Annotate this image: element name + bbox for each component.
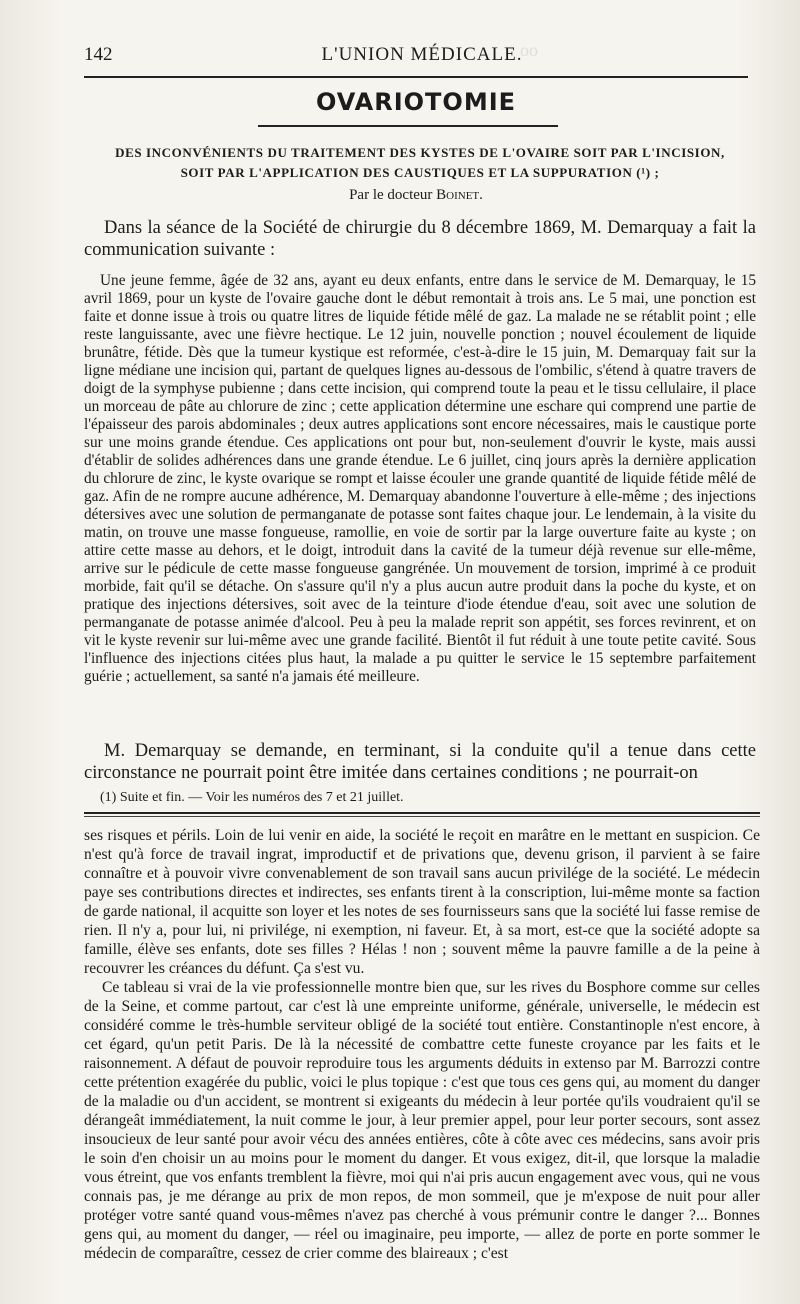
article-subtitle: [84, 143, 756, 183]
closing-paragraph: M. Demarquay se demande, en terminant, si la conduite qu'il a tenue dans cette circonstance ne pourrait point être imitée dans certaines conditions ; ne pourrait-on: [84, 741, 756, 783]
title-rule: [258, 125, 558, 127]
bleed-through-text: oo: [520, 40, 538, 60]
byline-prefix: Par le docteur: [349, 187, 433, 203]
feuilleton-rule-thin: [84, 816, 760, 817]
journal-name: L'UNION MÉDICALE.: [321, 44, 523, 65]
footnote: (1) Suite et fin. — Voir les numéros des 7 et 21 juillet.: [100, 790, 404, 805]
intro-paragraph: Dans la séance de la Société de chirurgie du 8 décembre 1869, M. Demarquay a fait la communication suivante :: [84, 218, 756, 260]
subtitle-line-2: SOIT PAR L'APPLICATION DES CAUSTIQUES ET LA SUPPURATION (¹) ;: [180, 165, 660, 180]
section-title: OVARIOTOMIE: [315, 88, 517, 116]
header-rule: [84, 76, 748, 78]
subtitle-line-1: DES INCONVÉNIENTS DU TRAITEMENT DES KYSTES DE L'OVAIRE SOIT PAR L'INCISION,: [115, 145, 725, 160]
byline-author: Boinet.: [436, 187, 483, 203]
byline: [84, 187, 748, 204]
feuilleton-paragraph-2: Ce tableau si vrai de la vie professionnelle montre bien que, sur les rives du Bosphore comme sur celles de la Seine, et comme partout, car c'est là une empreinte uniforme, générale, universelle, le médecin est considéré comme le très-humble serviteur obligé de la société tout entière. Constantinople n'est encore, à cet égard, qu'un petit Paris. De là la nécessité de combattre cette funeste croyance par les faits et le raisonnement. A défaut de pouvoir reproduire tous les arguments déduits in extenso par M. Barrozzi contre cette prétention exagérée du public, voici le plus topique : c'est que tous ces gens qui, au moment du danger de la maladie ou d'un accident, se montrent si exigeants du médecin à leur portée qu'ils voudraient qu'il se dérangeât immédiatement, la nuit comme le jour, à leur premier appel, pour leur porter secours, sont assez insoucieux de leur santé pour avoir vécu des années entières, côte à côte avec ces médecins, sans avoir pris le soin d'en choisir un au moins pour le moment du danger. Et vous exigez, dit-il, que lorsque la maladie vous étreint, que vos enfants tremblent la fièvre, moi qui n'ai pris aucun engagement avec vous, qui ne vous connais pas, je me dérange au prix de mon repos, de mon sommeil, que je m'expose de nuit pour aller protéger votre santé quand vous-mêmes n'avez pas cherché à vous prémunir contre le danger ?... Bonnes gens qui, au moment du danger, — réel ou imaginaire, peu importe, — allez de porte en porte sommer le médecin de comparaître, cessez de crier comme des blaireaux ; c'est: [84, 979, 760, 1262]
page-number: 142: [84, 44, 113, 65]
running-header: [84, 42, 760, 72]
feuilleton-text: [84, 826, 760, 1263]
feuilleton-paragraph-1: ses risques et périls. Loin de lui venir en aide, la société le reçoit en marâtre en le mettant en suspicion. Ce n'est qu'à force de travail ingrat, improductif et de privations que, devenu grison, il parvient à se faire connaître et à pouvoir vivre convenablement de son travail sans aucun privilége de la société. Le médecin paye ses contributions directes et indirectes, ses enfants tirent à la conscription, lui-même monte sa faction de garde national, il acquitte son loyer et les notes de ses fournisseurs sans que la société lui fasse remise de rien. Il n'y a, pour lui, ni privilége, ni exemption, ni faveur. Et, à sa mort, est-ce que la société adopte sa famille, élève ses enfants, dote ses filles ? Hélas ! non ; souvent même la pauvre famille a de la peine à recouvrer les créances du défunt. Ça s'est vu.: [84, 827, 760, 977]
case-report-paragraph: Une jeune femme, âgée de 32 ans, ayant eu deux enfants, entre dans le service de M. Demarquay, le 15 avril 1869, pour un kyste de l'ovaire gauche dont le début remontait à trois ans. Le 5 mai, une ponction est faite et donne issue à trois ou quatre litres de liquide fétide mêlé de gaz. La malade ne se rétablit point ; elle reste languissante, avec une fièvre hectique. Le 12 juin, nouvelle ponction ; nouvel écoulement de liquide brunâtre, fétide. Dès que la tumeur kystique est reformée, c'est-à-dire le 15 juin, M. Demarquay fait sur la ligne médiane une incision qui, partant de quelques lignes au-dessous de l'ombilic, s'étend à quatre travers de doigt de la symphyse pubienne ; dans cette incision, qui comprend toute la peau et le tissu cellulaire, il place un morceau de pâte au chlorure de zinc ; cette application détermine une eschare qui comprend une partie de l'épaisseur des parois abdominales ; deux autres applications sont encore nécessaires, mais le caustique porte sur une moins grande étendue. Ces applications ont pour but, non-seulement d'ouvrir le kyste, mais aussi d'établir de solides adhérences dans une grande étendue. Le 6 juillet, cinq jours après la dernière application du chlorure de zinc, le kyste ovarique se rompt et laisse écouler une grande quantité de liquide fétide mêlé de gaz. Afin de ne rompre aucune adhérence, M. Demarquay abandonne l'ouverture à elle-même ; des injections détersives avec une solution de permanganate de potasse sont faites chaque jour. Le lendemain, à la visite du matin, on trouve une masse fongueuse, ramollie, en voie de sortir par la large ouverture faite au kyste ; on attire cette masse au dehors, et le doigt, introduit dans la cavité de la tumeur déjà revenue sur elle-même, arrive sur le pédicule de cette masse fongueuse gangrénée. Un mouvement de torsion, imprimé à ce produit morbide, fait qu'il se détache. On s'assure qu'il n'y a plus aucun autre produit dans la poche du kyste, et on pratique des injections détersives, soit avec de la teinture d'iode étendue d'eau, soit avec une solution de permanganate de potasse animée d'alcool. Peu à peu la malade reprit son appétit, ses forces revinrent, et on vit le kyste revenir sur lui-même avec une grande facilité. Bientôt il fut réduit à une toute petite cavité. Sous l'influence des injections citées plus haut, la malade a pu quitter le service le 15 septembre parfaitement guérie ; actuellement, sa santé n'a jamais été meilleure.: [84, 272, 756, 685]
feuilleton-rule: [84, 812, 760, 814]
